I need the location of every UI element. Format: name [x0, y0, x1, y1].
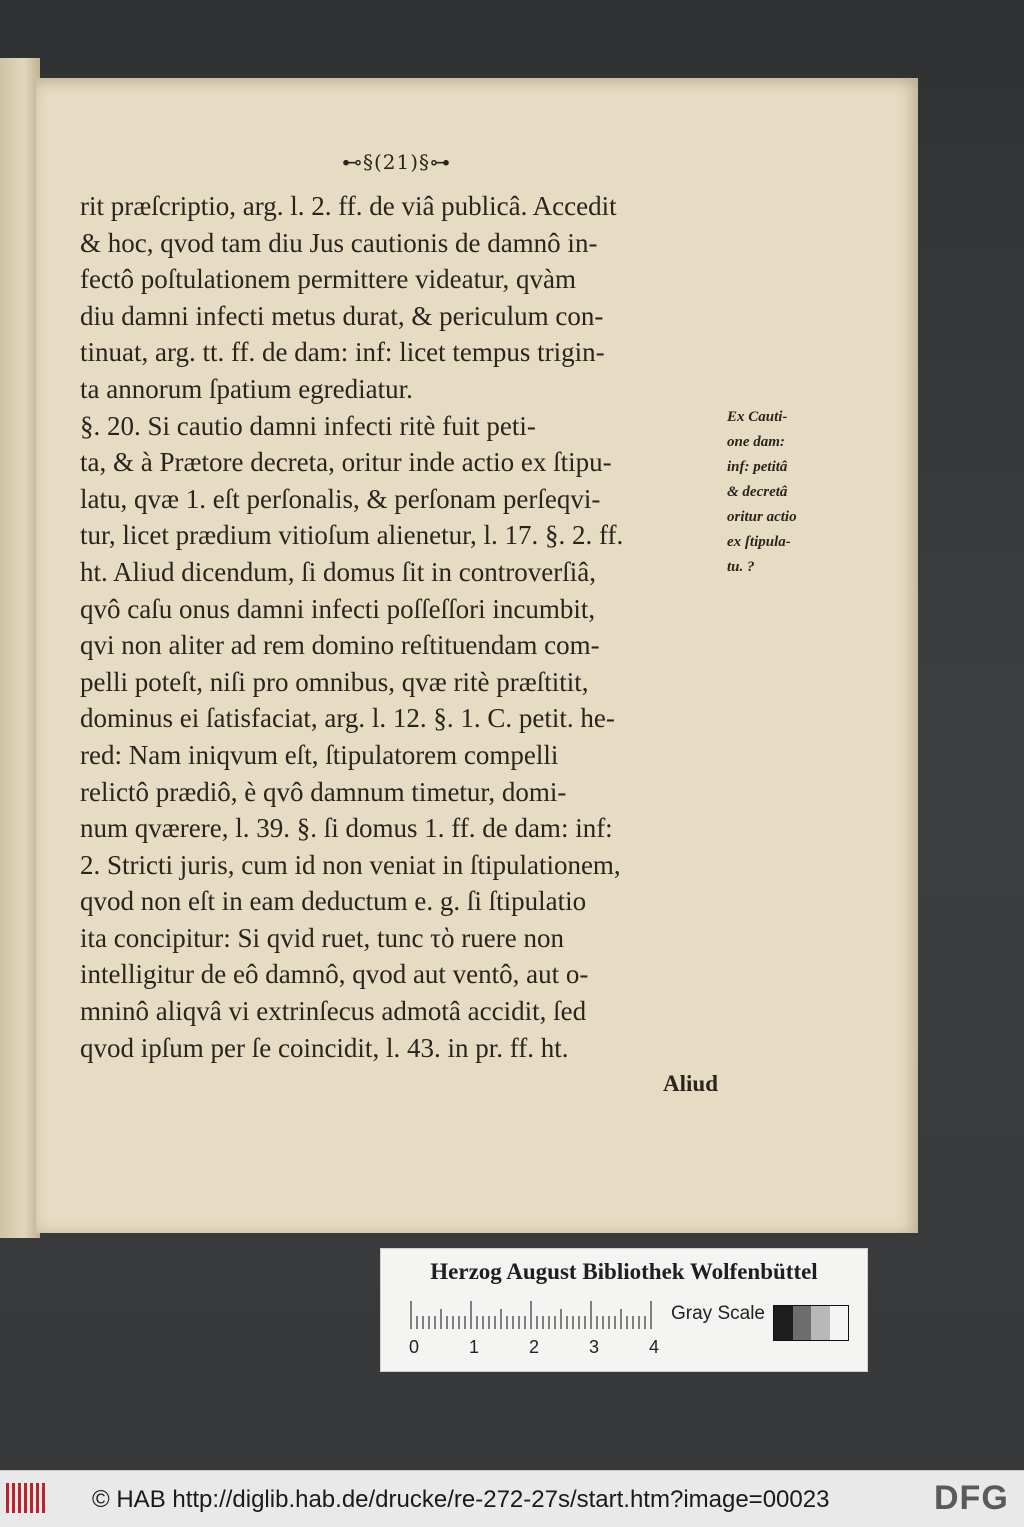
page-body-text [80, 188, 730, 1103]
text-line: ta, & à Prætore decreta, oritur inde actio ex ſtipu- [80, 447, 612, 478]
margin-note-line: one dam: [727, 434, 785, 450]
text-line: intelligitur de eô damnô, qvod aut ventô, aut o- [80, 959, 589, 990]
ruler-number: 3 [589, 1337, 600, 1357]
margin-note-line: inf: petitâ [727, 459, 788, 475]
copyright-url[interactable]: © HAB http://diglib.hab.de/drucke/re-272-27s/start.htm?image=00023 [92, 1486, 830, 1513]
text-line: tur, licet prædium vitioſum alienetur, l. 17. §. 2. ff. [80, 520, 624, 551]
gray-scale-label: Gray Scale [671, 1303, 765, 1324]
text-line: ita concipitur: Si qvid ruet, tunc τὸ ruere non [80, 922, 564, 953]
text-line: latu, qvæ 1. eſt perſonalis, & perſonam perſeqvi- [80, 483, 601, 514]
margin-note-line: ex ſtipula- [727, 534, 791, 550]
text-line: dominus ei ſatisfaciat, arg. l. 12. §. 1. C. petit. he- [80, 703, 615, 734]
viewer-footer [0, 1470, 1024, 1527]
text-line: diu damni infecti metus durat, & periculum con- [80, 300, 604, 331]
library-color-card [380, 1248, 868, 1372]
page-number: ⊷§(21)§⊶ [342, 150, 452, 174]
text-line: relictô prædiô, è qvô damnum timetur, domi- [80, 776, 567, 807]
gray-patch [811, 1306, 830, 1340]
gray-patch [774, 1306, 793, 1340]
text-line: num qværere, l. 39. §. ſi domus 1. ff. de dam: inf: [80, 813, 613, 844]
ruler-number: 0 [409, 1337, 420, 1357]
text-line: §. 20. Si cautio damni infecti ritè fuit peti- [80, 410, 536, 441]
margin-note-line: Ex Cauti- [727, 409, 788, 425]
text-line: fectô poſtulationem permittere videatur, qvàm [80, 264, 576, 295]
catchword: Aliud [663, 1071, 718, 1097]
dfg-logo: DFG [934, 1479, 1009, 1517]
text-line: 2. Stricti juris, cum id non veniat in ſtipulationem, [80, 849, 621, 880]
library-name: Herzog August Bibliothek Wolfenbüttel [430, 1259, 818, 1284]
text-line: qvi non aliter ad rem domino reſtituendam com- [80, 630, 600, 661]
gray-patch [793, 1306, 812, 1340]
text-line: qvô caſu onus damni infecti poſſeſſori incumbit, [80, 593, 596, 624]
text-line: qvod non eſt in eam deductum e. g. ſi ſtipulatio [80, 886, 587, 917]
text-line: & hoc, qvod tam diu Jus cautionis de damnô in- [80, 227, 598, 258]
ruler-number: 2 [529, 1337, 540, 1357]
gray-patch [830, 1306, 849, 1340]
text-line: qvod ipſum per ſe coincidit, l. 43. in pr. ff. ht. [80, 1032, 569, 1063]
margin-note-line: tu. ? [727, 559, 755, 575]
scale-ruler [409, 1299, 659, 1329]
hab-logo-icon [6, 1483, 46, 1513]
text-line: ht. Aliud dicendum, ſi domus ſit in controverſiâ, [80, 556, 596, 587]
text-line: tinuat, arg. tt. ff. de dam: inf: licet tempus trigin- [80, 337, 605, 368]
margin-note-line: & decretâ [727, 484, 788, 500]
ruler-number: 1 [469, 1337, 480, 1357]
previous-page-edge [0, 58, 40, 1238]
text-line: pelli poteſt, niſi pro omnibus, qvæ ritè præſtitit, [80, 666, 589, 697]
margin-note-line: oritur actio [727, 509, 797, 525]
text-line: rit præſcriptio, arg. l. 2. ff. de viâ publicâ. Accedit [80, 191, 617, 221]
ruler-number: 4 [649, 1337, 660, 1357]
text-line: red: Nam iniqvum eſt, ſtipulatorem compelli [80, 739, 559, 770]
text-line: ta annorum ſpatium egrediatur. [80, 373, 413, 404]
text-line: mninô aliqvâ vi extrinſecus admotâ accidit, ſed [80, 996, 587, 1027]
gray-scale-swatch [773, 1305, 849, 1341]
margin-note [727, 405, 839, 580]
